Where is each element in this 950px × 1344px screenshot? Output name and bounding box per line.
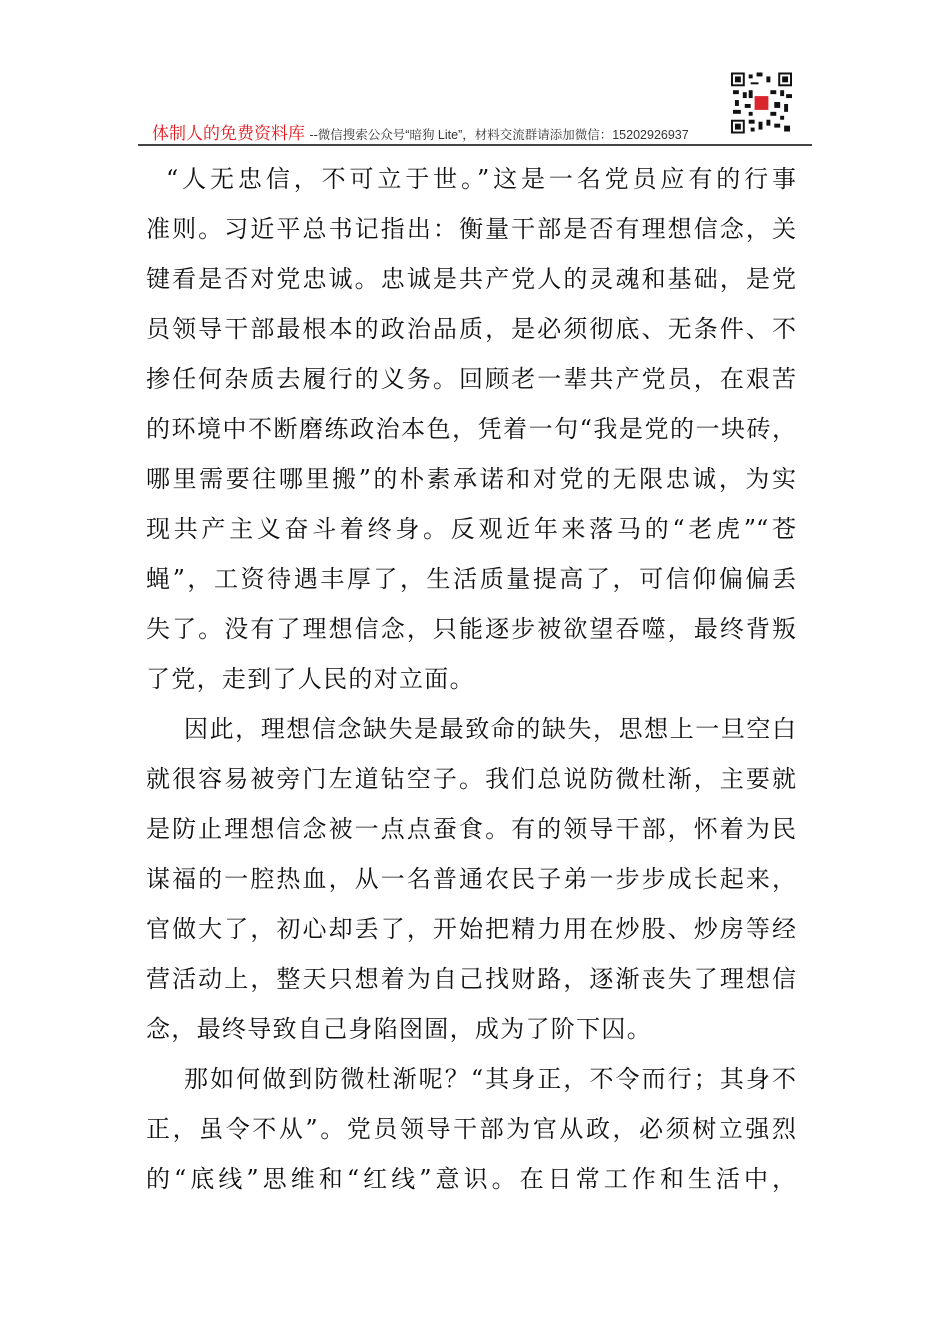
text-line: 正，虽令不从”。党员领导干部为官从政，必须树立强烈 [146, 1115, 796, 1143]
text-line: 是防止理想信念被一点点蚕食。有的领导干部，怀着为民 [146, 815, 796, 843]
text-line: 的“底线”思维和“红线”意识。在日常工作和生活中， [146, 1165, 796, 1193]
text-line: 哪里需要往哪里搬”的朴素承诺和对党的无限忠诚，为实 [146, 465, 796, 493]
text-line: 那如何做到防微杜渐呢？“其身正，不令而行；其身不 [184, 1065, 796, 1093]
text-line: 键看是否对党忠诚。忠诚是共产党人的灵魂和基础，是党 [146, 265, 796, 293]
text-line: 的环境中不断磨练政治本色，凭着一句“我是党的一块砖， [146, 415, 796, 443]
text-line: 失了。没有了理想信念，只能逐步被欲望吞噬，最终背叛 [146, 615, 796, 643]
text-line: 念，最终导致自己身陷囹圄，成为了阶下囚。 [146, 1015, 652, 1043]
document-body [146, 161, 796, 1211]
text-line: 谋福的一腔热血，从一名普通农民子弟一步步成长起来， [146, 865, 796, 893]
paragraph [146, 161, 796, 711]
text-line: 就很容易被旁门左道钻空子。我们总说防微杜渐，主要就 [146, 765, 796, 793]
text-line: 了党，走到了人民的对立面。 [146, 665, 475, 693]
qr-code-icon [731, 72, 792, 134]
text-line: 掺任何杂质去履行的义务。回顾老一辈共产党员，在艰苦 [146, 365, 796, 393]
paragraph [146, 1061, 796, 1211]
text-line: 蝇”，工资待遇丰厚了，生活质量提高了，可信仰偏偏丢 [146, 565, 796, 593]
text-line: 官做大了，初心却丢了，开始把精力用在炒股、炒房等经 [146, 915, 796, 943]
header-note: --微信搜索公众号“暗狗 Lite”，材料交流群请添加微信：15202926937 [309, 128, 689, 142]
text-line: “人无忠信，不可立于世。”这是一名党员应有的行事 [166, 165, 796, 193]
text-line: 准则。习近平总书记指出：衡量干部是否有理想信念，关 [146, 215, 796, 243]
header-brand: 体制人的免费资料库 [152, 124, 305, 143]
header-rule [138, 144, 812, 146]
text-line: 营活动上，整天只想着为自己找财路，逐渐丧失了理想信 [146, 965, 796, 993]
text-line: 现共产主义奋斗着终身。反观近年来落马的“老虎”“苍 [146, 515, 796, 543]
text-line: 因此，理想信念缺失是最致命的缺失，思想上一旦空白 [184, 715, 796, 743]
text-line: 员领导干部最根本的政治品质，是必须彻底、无条件、不 [146, 315, 796, 343]
page-header [152, 119, 689, 144]
paragraph [146, 711, 796, 1061]
